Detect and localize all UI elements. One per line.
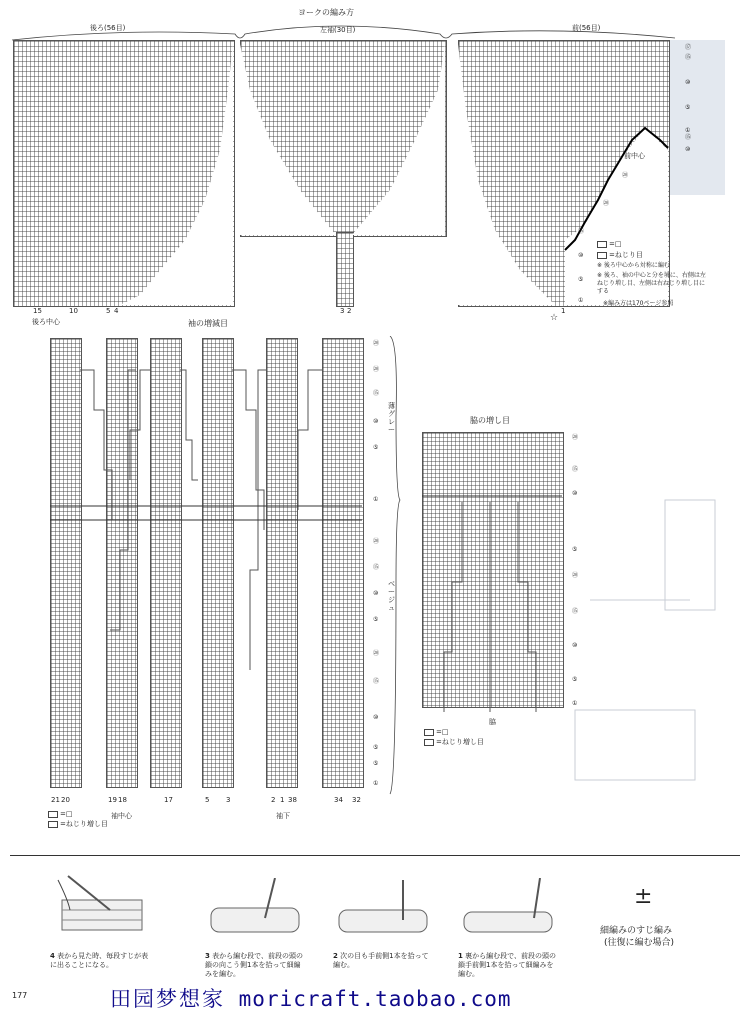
side-row-e: ⑳ xyxy=(572,572,579,579)
watermark-url: moricraft.taobao.com xyxy=(238,987,512,1011)
star-mark: ☆ xyxy=(550,313,559,323)
yoke-legend-plain-text: =□ xyxy=(609,240,622,248)
side-row-f: ⑮ xyxy=(572,608,579,615)
yoke-row-10c: ⑩ xyxy=(578,252,584,259)
section-divider xyxy=(10,855,740,856)
yoke-row-10: ⑩ xyxy=(685,79,691,86)
stitch-name: 細編みのすじ編み xyxy=(600,926,673,936)
side-legend-plain xyxy=(424,728,448,736)
sleeve-row-o: ⑤ xyxy=(373,760,379,767)
sleeve-num-5: 5 xyxy=(205,796,210,804)
sleeve-num-3: 3 xyxy=(226,796,231,804)
sleeve-row-p: ① xyxy=(373,780,379,787)
page-number: 177 xyxy=(12,991,28,1000)
sleeve-row-i: ⑩ xyxy=(373,590,379,597)
step-2 xyxy=(333,952,433,970)
step-3 xyxy=(205,952,305,979)
watermark xyxy=(110,983,512,1013)
legend-square-icon xyxy=(597,241,607,248)
back-center-label: 後ろ中心 xyxy=(32,318,60,326)
side-title: 脇の増し目 xyxy=(470,416,510,425)
sleeve-num-21: 21 xyxy=(51,796,60,804)
yoke-note-1: ※ 後ろ中心から対称に編む xyxy=(597,262,670,269)
yoke-row-15b: ⑮ xyxy=(685,134,692,141)
step2-illustration xyxy=(333,880,443,950)
stitch-symbol: ± xyxy=(634,884,653,909)
sleeve-steps xyxy=(0,330,400,800)
sleeve-num-19: 19 xyxy=(108,796,117,804)
step4-illustration xyxy=(50,870,150,950)
sleeve-legend-twist-text: =ねじり増し目 xyxy=(60,820,108,828)
label-gray: 薄グレー xyxy=(388,402,395,434)
step-4-num: 4 xyxy=(50,952,55,960)
sleeve-row-l: ⑮ xyxy=(373,678,380,685)
sleeve-num-17: 17 xyxy=(164,796,173,804)
yoke-row-1c: ① xyxy=(578,297,584,304)
side-center-label: 脇 xyxy=(489,718,496,726)
sleeve-row-f: ① xyxy=(373,496,379,503)
yoke-sleeve-label: 左袖(30目) xyxy=(320,26,356,34)
label-beige: ベージュ xyxy=(388,580,395,612)
yoke-row-20b: ⑳ xyxy=(603,200,610,207)
underarm-label: 袖下 xyxy=(276,812,290,820)
yoke-row-5c: ⑤ xyxy=(578,276,584,283)
sleeve-row-e: ⑤ xyxy=(373,444,379,451)
side-row-b: ⑮ xyxy=(572,466,579,473)
sleeve-legend-square-icon xyxy=(48,811,58,818)
yoke-front-label: 前(56目) xyxy=(572,24,601,32)
yoke-row-1: ① xyxy=(685,127,691,134)
step-1-text: 裏から編む段で、前段の頭の鎖手前側1本を拾って細編みを編む。 xyxy=(458,952,556,978)
yoke-note-2: ※ 後ろ、袖の中心と分を境に、右側は左ねじり増し目、左側は右ねじり増し目にする xyxy=(597,272,706,295)
sleeve-legend-twist xyxy=(48,820,108,828)
yoke-back-label: 後ろ(56目) xyxy=(90,24,126,32)
sleeve-row-d: ⑩ xyxy=(373,418,379,425)
side-row-h: ⑤ xyxy=(572,676,578,683)
sleeve-title: 袖の増減目 xyxy=(188,319,228,328)
step3-illustration xyxy=(205,878,315,948)
front-center-label: 前中心 xyxy=(624,152,645,160)
yoke-legend-twist-text: =ねじり目 xyxy=(609,251,643,259)
step-1 xyxy=(458,952,558,979)
yoke-row-15: ⑮ xyxy=(685,54,692,61)
yoke-row-10b: ⑩ xyxy=(685,146,691,153)
side-row-g: ⑩ xyxy=(572,642,578,649)
sleeve-num-20: 20 xyxy=(61,796,70,804)
sleeve-num-2: 2 xyxy=(271,796,276,804)
yoke-legend-twist xyxy=(597,251,643,259)
side-legend-twist xyxy=(424,738,484,746)
side-legend-twist-icon xyxy=(424,739,434,746)
yoke-num-2: 2 xyxy=(347,307,352,315)
sleeve-num-1: 1 xyxy=(280,796,285,804)
sleeve-row-m: ⑩ xyxy=(373,714,379,721)
step-4-text: 表から見た時、毎段すじが表に出ることになる。 xyxy=(50,952,149,969)
yoke-note-3: ※編み方は170ページ参照 xyxy=(603,300,674,307)
yoke-num-1: 1 xyxy=(561,307,566,315)
sleeve-row-a: ⑳ xyxy=(373,340,380,347)
yoke-num-15: 15 xyxy=(33,307,42,315)
side-row-a: ⑳ xyxy=(572,434,579,441)
side-row-i: ① xyxy=(572,700,578,707)
side-legend-twist-text: =ねじり増し目 xyxy=(436,738,484,746)
yoke-num-5: 5 xyxy=(106,307,111,315)
sleeve-legend-plain-text: =□ xyxy=(60,810,73,818)
side-steps xyxy=(422,432,562,712)
sleeve-num-38: 38 xyxy=(288,796,297,804)
step-2-text: 次の目も手前側1本を拾って編む。 xyxy=(333,952,429,969)
legend-twist-icon xyxy=(597,252,607,259)
side-row-c: ⑩ xyxy=(572,490,578,497)
step-4 xyxy=(50,952,150,970)
sleeve-center-label: 袖中心 xyxy=(111,812,132,820)
yoke-num-4: 4 xyxy=(114,307,119,315)
yoke-title: ヨークの編み方 xyxy=(298,8,354,17)
yoke-row-5: ⑤ xyxy=(685,104,691,111)
sleeve-row-h: ⑮ xyxy=(373,564,380,571)
step-1-num: 1 xyxy=(458,952,463,960)
sleeve-legend-plain xyxy=(48,810,72,818)
yoke-legend-plain xyxy=(597,240,621,248)
sleeve-row-g: ⑳ xyxy=(373,538,380,545)
side-row-d: ⑤ xyxy=(572,546,578,553)
side-legend-square-icon xyxy=(424,729,434,736)
sleeve-num-34: 34 xyxy=(334,796,343,804)
step-2-num: 2 xyxy=(333,952,338,960)
sleeve-row-j: ⑤ xyxy=(373,616,379,623)
yoke-num-10: 10 xyxy=(69,307,78,315)
sleeve-row-n: ⑤ xyxy=(373,744,379,751)
yoke-num-3: 3 xyxy=(340,307,345,315)
sleeve-row-c: ⑮ xyxy=(373,390,380,397)
side-legend-plain-text: =□ xyxy=(436,728,449,736)
stitch-sub: (往復に編む場合) xyxy=(604,938,675,948)
step1-illustration xyxy=(458,878,568,948)
sleeve-legend-twist-icon xyxy=(48,821,58,828)
yoke-row-20a: ⑳ xyxy=(622,172,629,179)
watermark-cn: 田园梦想家 xyxy=(110,987,225,1011)
yoke-row-15c: ⑮ xyxy=(578,228,585,235)
yoke-row-17: ⑰ xyxy=(685,44,692,51)
step-3-num: 3 xyxy=(205,952,210,960)
step-3-text: 表から編む段で、前段の頭の鎖の向こう側1本を拾って細編みを編む。 xyxy=(205,952,303,978)
sleeve-num-18: 18 xyxy=(118,796,127,804)
sleeve-row-b: ⑳ xyxy=(373,366,380,373)
sleeve-row-k: ⑳ xyxy=(373,650,380,657)
sleeve-num-32: 32 xyxy=(352,796,361,804)
faint-background-drawing xyxy=(570,480,740,800)
